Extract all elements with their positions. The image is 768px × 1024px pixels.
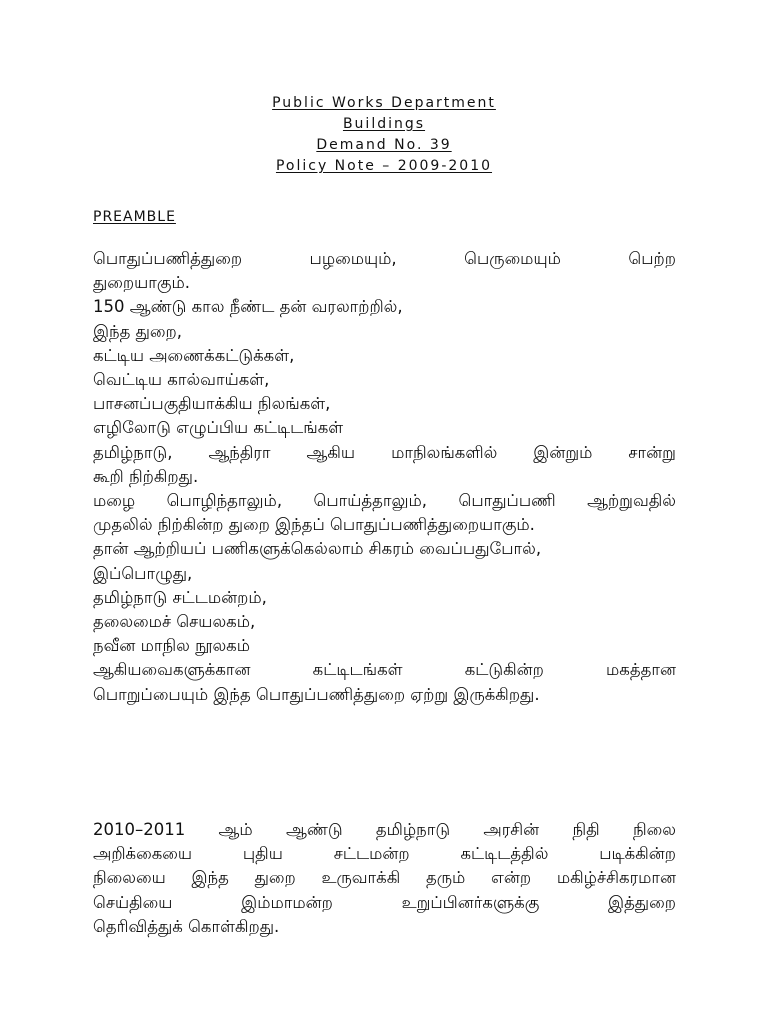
text-line: இந்த துறை, [93, 321, 183, 341]
demand-number: Demand No. 39 [316, 137, 452, 153]
section-title: Buildings [342, 116, 426, 132]
text-line: தான் ஆற்றியப் பணிகளுக்கெல்லாம் சிகரம் வைப்பதுபோல், [93, 539, 542, 559]
text-line: தமிழ்நாடு சட்டமன்றம், [93, 587, 267, 607]
text-line [93, 658, 676, 682]
word: புதிய [242, 844, 283, 864]
word: பெற்ற [628, 249, 676, 268]
word: மகிழ்ச்சிகரமான [556, 868, 676, 888]
word: மாநிலங்களில் [391, 442, 498, 462]
word: செய்தியை [93, 892, 173, 912]
word: ஆகியவைகளுக்கான [93, 660, 251, 680]
word: மகத்தான [606, 660, 676, 680]
word: பொதுப்பணித்துறை [93, 249, 243, 268]
word: இன்றும் [533, 442, 593, 462]
paragraph-2 [93, 818, 676, 939]
text-line: எழிலோடு எழுப்பிய கட்டிடங்கள் [93, 418, 344, 438]
word: இத்துறை [608, 892, 676, 912]
word: தமிழ்நாடு [375, 820, 451, 839]
paragraph-1 [93, 247, 676, 707]
word: சான்று [628, 442, 676, 462]
text-line: நவீன மாநில நூலகம் [93, 636, 250, 656]
text-line: பாசனப்பகுதியாக்கிய நிலங்கள், [93, 394, 331, 414]
department-title: Public Works Department [272, 95, 496, 111]
word: நிலையை [93, 868, 166, 888]
word: பொய்த்தாலும், [313, 491, 428, 511]
word: துறை [254, 868, 296, 888]
text-line: 150 ஆண்டு கால நீண்ட தன் வரலாற்றில், [93, 297, 403, 317]
word: அறிக்கையை [93, 844, 193, 864]
policy-note-title: Policy Note – 2009-2010 [275, 158, 493, 174]
word: தரும் [425, 868, 466, 888]
text-line: பொறுப்பையும் இந்த பொதுப்பணித்துறை ஏற்று இருக்கிறது. [93, 684, 540, 704]
word: நிலை [632, 820, 676, 839]
word: ஆகிய [306, 442, 356, 462]
word: பெருமையும் [464, 249, 561, 268]
word: மழை [93, 491, 136, 511]
word: நிதி [572, 820, 600, 839]
word: கட்டிடங்கள் [312, 660, 403, 680]
text-line [93, 247, 676, 271]
text-line: தலைமைச் செயலகம், [93, 612, 256, 632]
word: பொதுப்பணி [458, 491, 556, 511]
word: என்ற [491, 868, 532, 888]
word: ஆற்றுவதில் [587, 491, 676, 511]
word: ஆண்டு [285, 820, 343, 839]
word: 2010–2011 [93, 820, 186, 839]
text-line: கூறி நிற்கிறது. [93, 466, 199, 486]
word: உருவாக்கி [321, 868, 401, 888]
document-header [0, 93, 768, 177]
preamble-heading: PREAMBLE [93, 209, 176, 225]
word: கட்டிடத்தில் [460, 844, 549, 864]
text-line [93, 891, 676, 915]
text-line: வெட்டிய கால்வாய்கள், [93, 370, 270, 390]
text-line [93, 842, 676, 866]
word: சட்டமன்ற [333, 844, 410, 864]
text-line [93, 489, 676, 513]
text-line: முதலில் நிற்கின்ற துறை இந்தப் பொதுப்பணித்துறையாகும். [93, 515, 535, 535]
text-line: தெரிவித்துக் கொள்கிறது. [93, 916, 280, 936]
word: தமிழ்நாடு, [93, 442, 173, 462]
word: இந்த [191, 868, 229, 888]
text-line: துறையாகும். [93, 273, 191, 293]
word: உறுப்பினர்களுக்கு [401, 892, 540, 912]
text-line [93, 818, 676, 842]
text-line [93, 441, 676, 465]
word: ஆந்திரா [208, 442, 271, 462]
word: பொழிந்தாலும், [166, 491, 283, 511]
word: அரசின் [483, 820, 540, 839]
text-line: கட்டிய அணைக்கட்டுக்கள், [93, 345, 295, 365]
word: படிக்கின்ற [599, 844, 676, 864]
word: பழமையும், [309, 249, 397, 268]
text-line [93, 866, 676, 890]
word: ஆம் [218, 820, 253, 839]
word: இம்மாமன்ற [241, 892, 333, 912]
word: கட்டுகின்ற [464, 660, 544, 680]
text-line: இப்பொழுது, [93, 563, 193, 583]
